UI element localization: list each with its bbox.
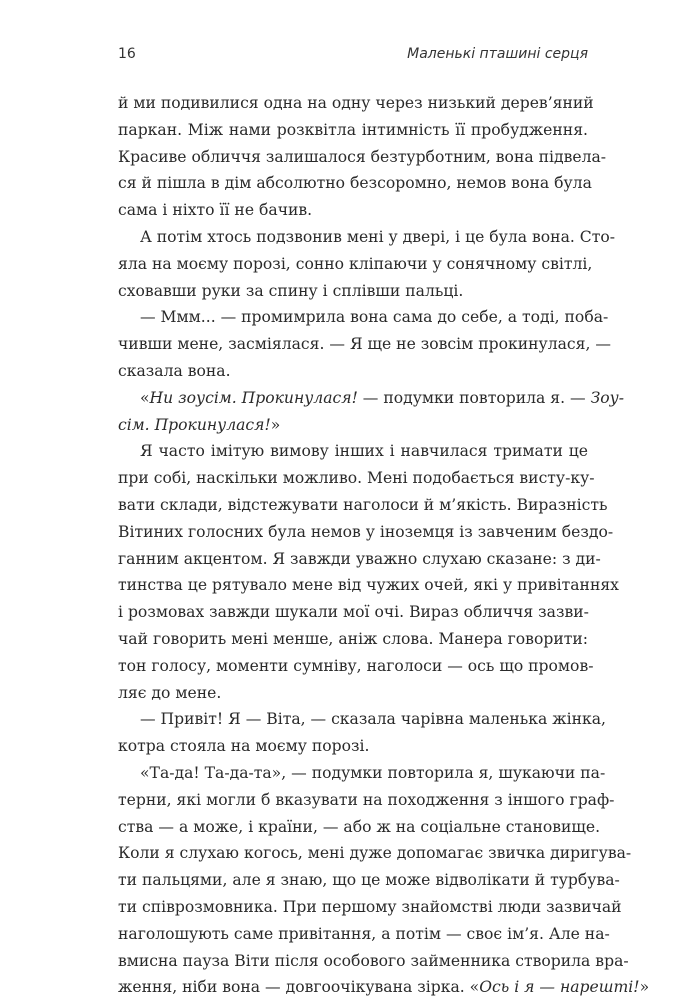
text-line: Коли я слухаю когось, мені дуже допомагає звичка диригува-: [118, 844, 632, 863]
text-line: паркан. Між нами розквітла інтимність її пробудження.: [118, 120, 588, 139]
text-line: ляє до мене.: [118, 683, 222, 702]
text-line: [118, 385, 624, 412]
text-run: ження, ніби вона — довгоочікувана зірка. «: [118, 978, 480, 997]
body-text: [118, 90, 650, 1001]
text-line: А потім хтось подзвонив мені у двері, і це була вона. Сто-: [140, 227, 616, 246]
text-line: й ми подивилися одна на одну через низький дерев’яний: [118, 94, 594, 112]
text-line: вати склади, відстежувати наголоси й м’якість. Виразність: [118, 495, 608, 514]
text-line: Вітиних голосних була немов у іноземця із завченим бездо-: [118, 522, 614, 541]
text-line: ства — а може, і країни, — або ж на соціальне становище.: [118, 817, 601, 836]
text-line: «Та-да! Та-да-та», — подумки повторила я, шукаючи па-: [140, 763, 606, 782]
text-line: і розмовах завжди шукали мої очі. Вираз обличчя зазви-: [118, 603, 589, 622]
text-line: [118, 412, 588, 439]
text-line: при собі, наскільки можливо. Мені подобається висту-ку-: [118, 469, 595, 488]
text-line: ганним акцентом. Я завжди уважно слухаю сказане: з ди-: [118, 549, 601, 568]
text-line: котра стояла на моєму порозі.: [118, 737, 370, 756]
text-line: чивши мене, засміялася. — Я ще не зовсім прокинулася, —: [118, 335, 611, 354]
text-line: тон голосу, моменти сумніву, наголоси — ось що промов-: [118, 656, 594, 675]
text-run: »: [639, 978, 650, 997]
text-line: ти співрозмовника. При першому знайомстві люди зазвичай: [118, 897, 622, 916]
text-line: сховавши руки за спину і сплівши пальці.: [118, 281, 464, 300]
page-number: 16: [118, 46, 136, 62]
text-line: ся й пішла в дім абсолютно безсоромно, немов вона була: [118, 174, 592, 193]
italic-text: Зоу-: [590, 388, 624, 407]
text-line: сама і ніхто її не бачив.: [118, 201, 313, 220]
text-line: тинства це рятувало мене від чужих очей, які у привітаннях: [118, 576, 619, 595]
text-line: вмисна пауза Віти після особового займенника створила вра-: [118, 951, 629, 970]
text-line: наголошують саме привітання, а потім — своє ім’я. Але на-: [118, 924, 610, 943]
italic-text: Ось і я — нарешті!: [479, 978, 640, 997]
text-line: ти пальцями, але я знаю, що це може відволікати й турбува-: [118, 871, 620, 890]
text-line: Я часто імітую вимову інших і навчилася тримати це: [140, 442, 588, 461]
text-line: сказала вона.: [118, 361, 231, 380]
text-line: яла на моєму порозі, сонно кліпаючи у сонячному світлі,: [118, 254, 593, 273]
text-line: Красиве обличчя залишалося безтурботним, вона підвела-: [118, 147, 607, 166]
text-run: »: [270, 415, 281, 434]
text-run: «: [140, 388, 150, 407]
text-run: — подумки повторила я. —: [357, 388, 591, 407]
italic-text: сім. Прокинулася!: [118, 415, 271, 434]
text-line: терни, які могли б вказувати на походження з іншого граф-: [118, 790, 615, 809]
text-line: — Ммм... — промимрила вона сама до себе, а тоді, поба-: [140, 308, 609, 327]
italic-text: Ни зоусім. Прокинулася!: [149, 388, 358, 407]
text-line: [118, 974, 650, 1001]
text-line: — Привіт! Я — Віта, — сказала чарівна маленька жінка,: [140, 710, 606, 729]
text-line: чай говорить мені менше, аніж слова. Манера говорити:: [118, 629, 588, 648]
running-title: Маленькі пташині серця: [407, 46, 588, 62]
page-header: [118, 46, 588, 68]
